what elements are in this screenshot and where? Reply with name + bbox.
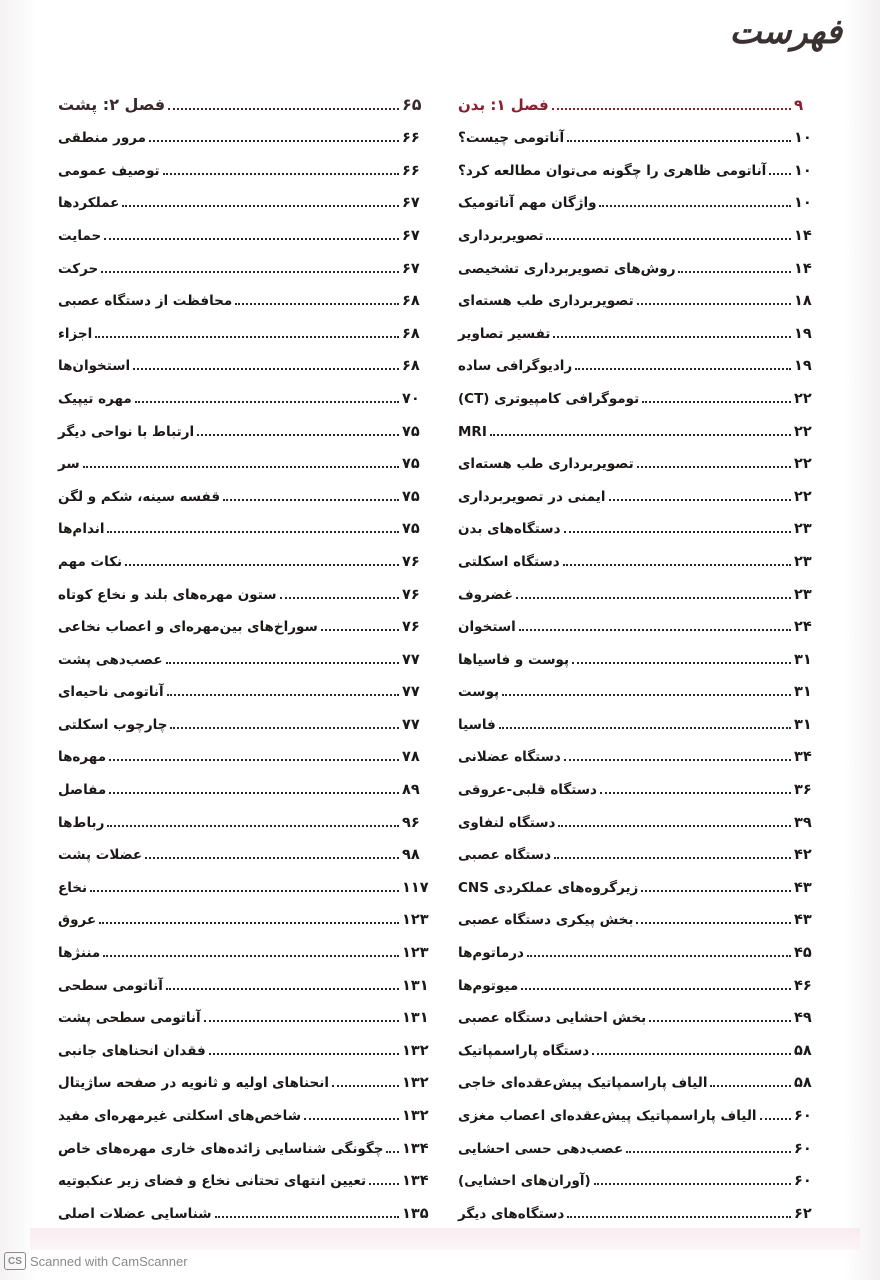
toc-entry-title: تعیین انتهای تحتانی نخاع و فضای زیر عنکبوتیه bbox=[58, 1173, 367, 1190]
dot-leader bbox=[197, 434, 399, 436]
toc-entry-title: سر bbox=[58, 456, 80, 473]
toc-entry-page: ۱۱۷ bbox=[402, 879, 429, 896]
toc-entry-page: ۶۸ bbox=[402, 358, 420, 375]
toc-chapter-heading bbox=[458, 84, 824, 117]
toc-entry bbox=[58, 247, 432, 280]
toc-entry-title: عضلات پشت bbox=[58, 847, 143, 864]
dot-leader bbox=[592, 1053, 791, 1055]
toc-entry-title: استخوان bbox=[458, 619, 516, 636]
toc-entry-title: عروق bbox=[58, 912, 97, 929]
toc-entry-page: ۷۶ bbox=[402, 553, 420, 570]
dot-leader bbox=[563, 564, 791, 566]
toc-entry-title: مننژها bbox=[58, 945, 101, 962]
toc-entry-title: سوراخ‌های بین‌مهره‌ای و اعصاب نخاعی bbox=[58, 619, 318, 636]
dot-leader bbox=[599, 205, 791, 207]
toc-entry-page: ۲۲ bbox=[794, 423, 812, 440]
toc-entry bbox=[458, 1029, 824, 1062]
toc-entry bbox=[58, 671, 432, 704]
toc-entry-page: ۴۶ bbox=[794, 977, 812, 994]
toc-entry-title: فقدان انحناهای جانبی bbox=[58, 1042, 206, 1059]
toc-entry-title: نکات مهم bbox=[58, 553, 123, 570]
toc-entry-page: ۶۶ bbox=[402, 162, 420, 179]
toc-entry-page: ۱۳۵ bbox=[402, 1205, 429, 1222]
toc-entry-title: چگونگی شناسایی زائده‌های خاری مهره‌های خاص bbox=[58, 1140, 384, 1157]
dot-leader bbox=[369, 1183, 399, 1185]
toc-entry-page: ۶۰ bbox=[794, 1108, 812, 1124]
toc-entry-title: نخاع bbox=[58, 879, 88, 896]
toc-entry-title: پوست bbox=[458, 684, 500, 701]
toc-entry-title: آناتومی سطحی پشت bbox=[58, 1010, 201, 1027]
dot-leader bbox=[103, 955, 399, 957]
dot-leader bbox=[519, 629, 791, 631]
toc-entry-page: ۲۳ bbox=[794, 553, 812, 570]
dot-leader bbox=[215, 1216, 399, 1218]
dot-leader bbox=[626, 1151, 791, 1153]
toc-entry-page: ۱۸ bbox=[794, 293, 812, 310]
toc-entry-title: پوست و فاسیاها bbox=[458, 651, 570, 668]
toc-entry bbox=[58, 964, 432, 997]
toc-entry-title: آناتومی ظاهری را چگونه می‌توان مطالعه کرد؟ bbox=[458, 162, 767, 179]
toc-entry-title: بخش پیکری دستگاه عصبی bbox=[458, 912, 634, 929]
toc-entry bbox=[458, 410, 824, 443]
dot-leader bbox=[99, 922, 399, 924]
dot-leader bbox=[554, 857, 791, 859]
dot-leader bbox=[235, 303, 399, 305]
toc-entry-title: ارتباط با نواحی دیگر bbox=[58, 423, 195, 440]
dot-leader bbox=[567, 1216, 791, 1218]
toc-entry bbox=[58, 345, 432, 378]
toc-entry bbox=[58, 540, 432, 573]
toc-entry-page: ۷۷ bbox=[402, 651, 420, 668]
toc-entry-title: استخوان‌ها bbox=[58, 358, 131, 375]
toc-entry-page: ۱۲۳ bbox=[402, 912, 429, 929]
toc-entry bbox=[458, 931, 824, 964]
toc-entry-page: ۶۵ bbox=[402, 94, 422, 114]
toc-entry-title: عصب‌دهی حسی احشایی bbox=[458, 1140, 624, 1157]
toc-entry-title: مفاصل bbox=[58, 782, 107, 799]
dot-leader bbox=[304, 1118, 399, 1120]
dot-leader bbox=[104, 238, 399, 240]
toc-entry bbox=[58, 410, 432, 443]
dot-leader bbox=[209, 1053, 399, 1055]
dot-leader bbox=[122, 205, 399, 207]
toc-entry-title: فصل ۱: بدن bbox=[458, 95, 549, 114]
toc-entry bbox=[58, 801, 432, 834]
dot-leader bbox=[386, 1151, 399, 1153]
bottom-decorative-band bbox=[30, 1228, 860, 1250]
toc-entry-title: ایمنی در تصویربرداری bbox=[458, 488, 606, 505]
dot-leader bbox=[641, 890, 791, 892]
toc-entry-page: ۱۲۳ bbox=[402, 945, 429, 962]
dot-leader bbox=[280, 597, 399, 599]
toc-entry-title: رادیوگرافی ساده bbox=[458, 358, 573, 375]
toc-entry bbox=[458, 247, 824, 280]
toc-entry-title: شناسایی عضلات اصلی bbox=[58, 1205, 212, 1222]
toc-entry bbox=[58, 866, 432, 899]
dot-leader bbox=[760, 1118, 791, 1120]
toc-entry-title: دستگاه عصبی bbox=[458, 847, 551, 864]
toc-entry bbox=[458, 377, 824, 410]
toc-column-right bbox=[458, 84, 824, 1225]
toc-entry-page: ۱۰ bbox=[794, 162, 812, 179]
toc-entry-page: ۹ bbox=[794, 95, 804, 114]
toc-entry bbox=[58, 606, 432, 639]
dot-leader bbox=[223, 499, 399, 501]
toc-entry-page: ۱۳۱ bbox=[402, 977, 429, 994]
toc-entry bbox=[458, 540, 824, 573]
dot-leader bbox=[678, 271, 791, 273]
toc-entry-page: ۲۲ bbox=[794, 488, 812, 505]
toc-entry-title: توموگرافی کامپیوتری (CT) bbox=[458, 390, 640, 407]
toc-entry-page: ۳۴ bbox=[794, 749, 812, 766]
dot-leader bbox=[109, 759, 399, 761]
dot-leader bbox=[109, 792, 399, 794]
toc-entry-page: ۱۴ bbox=[794, 227, 812, 244]
toc-entry bbox=[58, 475, 432, 508]
toc-entry-title: فصل ۲: پشت bbox=[58, 94, 166, 114]
toc-entry-title: چارچوب اسکلتی bbox=[58, 716, 168, 733]
toc-entry-page: ۲۳ bbox=[794, 586, 812, 603]
dot-leader bbox=[107, 825, 399, 827]
dot-leader bbox=[642, 401, 791, 403]
dot-leader bbox=[553, 336, 791, 338]
toc-entry-page: ۷۶ bbox=[402, 619, 420, 636]
toc-entry-title: حرکت bbox=[58, 260, 99, 277]
toc-entry bbox=[458, 1094, 824, 1127]
toc-entry-title: تصویربرداری طب هسته‌ای bbox=[458, 456, 634, 473]
toc-entry-page: ۶۲ bbox=[794, 1205, 812, 1222]
toc-entry-title: الیاف پاراسمپاتیک پیش‌عقده‌ای اعصاب مغزی bbox=[458, 1108, 757, 1124]
toc-entry-title: مهره تیپیک bbox=[58, 390, 132, 407]
toc-entry-page: ۹۸ bbox=[402, 847, 420, 864]
dot-leader bbox=[558, 825, 791, 827]
toc-entry-page: ۱۹ bbox=[794, 358, 812, 375]
toc-entry-page: ۶۸ bbox=[402, 325, 420, 342]
dot-leader bbox=[594, 1183, 791, 1185]
dot-leader bbox=[166, 988, 399, 990]
toc-entry bbox=[58, 443, 432, 476]
toc-entry-title: رباط‌ها bbox=[58, 814, 105, 831]
toc-entry-title: انحناهای اولیه و ثانویه در صفحه ساژیتال bbox=[58, 1075, 329, 1092]
toc-entry-page: ۷۰ bbox=[402, 390, 420, 407]
dot-leader bbox=[107, 531, 399, 533]
toc-entry bbox=[58, 931, 432, 964]
toc-entry-page: ۵۸ bbox=[794, 1075, 812, 1092]
dot-leader bbox=[83, 466, 399, 468]
dot-leader bbox=[204, 1020, 399, 1022]
toc-entry-title: تصویربرداری bbox=[458, 227, 544, 244]
toc-entry bbox=[58, 1160, 432, 1193]
toc-entry bbox=[58, 997, 432, 1030]
camscanner-logo-icon: CS bbox=[4, 1252, 26, 1270]
toc-entry-title: الیاف پاراسمپاتیک پیش‌عقده‌ای خاجی bbox=[458, 1075, 708, 1092]
toc-entry-title: زیرگروه‌های عملکردی CNS bbox=[458, 879, 639, 896]
dot-leader bbox=[90, 890, 399, 892]
toc-entry-title: اجزاء bbox=[58, 325, 93, 342]
dot-leader bbox=[564, 531, 792, 533]
toc-entry-page: ۷۵ bbox=[402, 456, 420, 473]
dot-leader bbox=[575, 368, 791, 370]
toc-entry-title: دستگاه‌های دیگر bbox=[458, 1205, 565, 1222]
toc-entry-page: ۷۷ bbox=[402, 684, 420, 701]
toc-entry bbox=[58, 899, 432, 932]
toc-entry-page: ۱۳۲ bbox=[402, 1108, 429, 1124]
toc-entry-page: ۵۸ bbox=[794, 1042, 812, 1059]
dot-leader bbox=[527, 955, 791, 957]
toc-entry bbox=[458, 443, 824, 476]
toc-entry bbox=[458, 606, 824, 639]
toc-entry bbox=[458, 1160, 824, 1193]
toc-entry-title: واژگان مهم آناتومیک bbox=[458, 195, 597, 212]
page-title: فهرست bbox=[729, 12, 842, 52]
toc-entry-title: مرور منطقی bbox=[58, 130, 147, 147]
toc-entry bbox=[58, 182, 432, 215]
toc-entry bbox=[458, 1062, 824, 1095]
toc-entry bbox=[58, 768, 432, 801]
toc-entry-page: ۳۱ bbox=[794, 716, 812, 733]
toc-entry bbox=[458, 1127, 824, 1160]
toc-entry-page: ۲۳ bbox=[794, 521, 812, 538]
toc-entry bbox=[458, 801, 824, 834]
toc-entry bbox=[58, 377, 432, 410]
dot-leader bbox=[600, 792, 791, 794]
toc-entry-title: غضروف bbox=[458, 586, 513, 603]
toc-entry-title: دستگاه قلبی-عروقی bbox=[458, 782, 597, 799]
toc-entry-page: ۳۶ bbox=[794, 782, 812, 799]
toc-entry-page: ۶۸ bbox=[402, 293, 420, 310]
dot-leader bbox=[564, 759, 791, 761]
toc-entry-title: دستگاه‌های بدن bbox=[458, 521, 561, 538]
toc-entry-page: ۷۵ bbox=[402, 488, 420, 505]
toc-entry bbox=[458, 638, 824, 671]
toc-entry-page: ۷۵ bbox=[402, 423, 420, 440]
dot-leader bbox=[649, 1020, 791, 1022]
dot-leader bbox=[516, 597, 791, 599]
toc-entry-title: آناتومی چیست؟ bbox=[458, 130, 565, 147]
toc-entry-page: ۳۱ bbox=[794, 684, 812, 701]
dot-leader bbox=[170, 727, 399, 729]
toc-entry-title: دستگاه اسکلتی bbox=[458, 553, 560, 570]
toc-entry bbox=[458, 312, 824, 345]
toc-entry-title: فاسیا bbox=[458, 716, 496, 733]
toc-entry bbox=[58, 312, 432, 345]
dot-leader bbox=[149, 140, 399, 142]
toc-entry bbox=[458, 899, 824, 932]
toc-entry bbox=[58, 1127, 432, 1160]
dot-leader bbox=[546, 238, 791, 240]
toc-entry bbox=[58, 736, 432, 769]
toc-entry-title: آناتومی ناحیه‌ای bbox=[58, 684, 164, 701]
toc-entry-title: محافظت از دستگاه عصبی bbox=[58, 293, 233, 310]
dot-leader bbox=[710, 1085, 791, 1087]
dot-leader bbox=[332, 1085, 399, 1087]
toc-entry bbox=[458, 214, 824, 247]
toc-entry bbox=[58, 1062, 432, 1095]
toc-entry bbox=[58, 508, 432, 541]
toc-entry-page: ۶۷ bbox=[402, 260, 420, 277]
toc-entry-page: ۳۹ bbox=[794, 814, 812, 831]
toc-entry bbox=[458, 345, 824, 378]
dot-leader bbox=[637, 303, 791, 305]
toc-entry-title: دستگاه پاراسمپاتیک bbox=[458, 1042, 590, 1059]
dot-leader bbox=[167, 694, 399, 696]
dot-leader bbox=[166, 662, 399, 664]
toc-entry-page: ۴۵ bbox=[794, 945, 812, 962]
toc-entry-page: ۱۳۴ bbox=[402, 1140, 429, 1157]
dot-leader bbox=[499, 727, 791, 729]
toc-entry-title: عملکردها bbox=[58, 195, 120, 212]
dot-leader bbox=[168, 108, 399, 110]
dot-leader bbox=[521, 988, 791, 990]
dot-leader bbox=[609, 499, 792, 501]
toc-entry bbox=[458, 280, 824, 313]
toc-entry-page: ۷۷ bbox=[402, 716, 420, 733]
scanner-text: Scanned with CamScanner bbox=[30, 1253, 188, 1269]
toc-entry bbox=[58, 703, 432, 736]
dot-leader bbox=[490, 434, 791, 436]
toc-entry bbox=[458, 671, 824, 704]
toc-entry-page: ۶۷ bbox=[402, 195, 420, 212]
toc-entry-page: ۲۲ bbox=[794, 390, 812, 407]
toc-entry-title: عصب‌دهی پشت bbox=[58, 651, 163, 668]
toc-entry-page: ۶۷ bbox=[402, 227, 420, 244]
toc-entry-title: درماتوم‌ها bbox=[458, 945, 524, 962]
dot-leader bbox=[101, 271, 399, 273]
toc-entry-title: میوتوم‌ها bbox=[458, 977, 519, 994]
toc-entry bbox=[458, 475, 824, 508]
toc-entry-page: ۴۹ bbox=[794, 1010, 812, 1027]
toc-entry-title: شاخص‌های اسکلتی غیرمهره‌ای مفید bbox=[58, 1108, 301, 1124]
toc-entry bbox=[458, 182, 824, 215]
dot-leader bbox=[145, 857, 399, 859]
toc-entry-title: قفسه سینه، شکم و لگن bbox=[58, 488, 221, 505]
toc-entry bbox=[458, 117, 824, 150]
dot-leader bbox=[572, 662, 791, 664]
toc-entry bbox=[58, 117, 432, 150]
toc-column-left bbox=[58, 84, 432, 1225]
toc-entry bbox=[458, 834, 824, 867]
dot-leader bbox=[636, 922, 791, 924]
toc-entry bbox=[58, 1192, 432, 1225]
toc-entry-page: ۸۹ bbox=[402, 782, 420, 799]
dot-leader bbox=[502, 694, 791, 696]
toc-entry-page: ۱۳۴ bbox=[402, 1173, 429, 1190]
toc-entry-title: ستون مهره‌های بلند و نخاع کوتاه bbox=[58, 586, 277, 603]
toc-entry bbox=[458, 573, 824, 606]
dot-leader bbox=[321, 629, 399, 631]
toc-entry bbox=[458, 768, 824, 801]
toc-entry bbox=[458, 964, 824, 997]
toc-entry-title: حمایت bbox=[58, 227, 102, 244]
toc-entry-page: ۷۵ bbox=[402, 521, 420, 538]
toc-chapter-heading bbox=[58, 84, 432, 117]
dot-leader bbox=[95, 336, 399, 338]
toc-entry-page: ۴۳ bbox=[794, 912, 812, 929]
toc-entry bbox=[458, 149, 824, 182]
dot-leader bbox=[125, 564, 399, 566]
toc-entry-title: تصویربرداری طب هسته‌ای bbox=[458, 293, 634, 310]
toc-entry-page: ۴۳ bbox=[794, 879, 812, 896]
toc-entry bbox=[458, 1192, 824, 1225]
toc-entry-page: ۹۶ bbox=[402, 814, 420, 831]
toc-entry bbox=[58, 149, 432, 182]
toc-entry bbox=[58, 638, 432, 671]
toc-entry-page: ۱۹ bbox=[794, 325, 812, 342]
toc-entry-title: MRI bbox=[458, 423, 487, 440]
toc-entry bbox=[458, 736, 824, 769]
toc-entry-title: اندام‌ها bbox=[58, 521, 105, 538]
toc-entry-title: بخش احشایی دستگاه عصبی bbox=[458, 1010, 647, 1027]
toc-entry-page: ۶۰ bbox=[794, 1173, 812, 1190]
toc-entry-page: ۶۶ bbox=[402, 130, 420, 147]
toc-entry-title: روش‌های تصویربرداری تشخیصی bbox=[458, 260, 676, 277]
toc-entry bbox=[458, 508, 824, 541]
dot-leader bbox=[769, 173, 791, 175]
toc-entry-title: مهره‌ها bbox=[58, 749, 107, 766]
toc-entry bbox=[58, 280, 432, 313]
dot-leader bbox=[637, 466, 791, 468]
toc-entry-title: دستگاه عضلانی bbox=[458, 749, 561, 766]
toc-entry bbox=[458, 866, 824, 899]
toc-entry-page: ۱۳۲ bbox=[402, 1075, 429, 1092]
toc-entry-page: ۳۱ bbox=[794, 651, 812, 668]
dot-leader bbox=[163, 173, 399, 175]
toc-entry-title: (آوران‌های احشایی) bbox=[458, 1173, 591, 1190]
toc-entry-page: ۲۴ bbox=[794, 619, 812, 636]
toc-entry bbox=[458, 703, 824, 736]
toc-entry-page: ۲۲ bbox=[794, 456, 812, 473]
dot-leader bbox=[133, 368, 399, 370]
toc-entry-page: ۶۰ bbox=[794, 1140, 812, 1157]
toc-entry-page: ۱۰ bbox=[794, 195, 812, 212]
toc-entry bbox=[58, 834, 432, 867]
toc-entry-page: ۱۳۱ bbox=[402, 1010, 429, 1027]
toc-entry bbox=[58, 214, 432, 247]
toc-entry-page: ۷۸ bbox=[402, 749, 420, 766]
toc-entry-title: تفسیر تصاویر bbox=[458, 325, 551, 342]
toc-entry-title: دستگاه لنفاوی bbox=[458, 814, 556, 831]
dot-leader bbox=[567, 140, 791, 142]
toc-entry-page: ۴۲ bbox=[794, 847, 812, 864]
toc-entry-page: ۱۰ bbox=[794, 130, 812, 147]
toc-entry-title: آناتومی سطحی bbox=[58, 977, 163, 994]
toc-entry bbox=[58, 573, 432, 606]
toc-entry-title: توصیف عمومی bbox=[58, 162, 160, 179]
toc-entry bbox=[58, 1029, 432, 1062]
dot-leader bbox=[135, 401, 399, 403]
scanner-watermark bbox=[4, 1252, 188, 1270]
toc-entry-page: ۱۴ bbox=[794, 260, 812, 277]
dot-leader bbox=[552, 108, 791, 110]
toc-entry-page: ۷۶ bbox=[402, 586, 420, 603]
toc-entry-page: ۱۳۲ bbox=[402, 1042, 429, 1059]
toc-entry bbox=[58, 1094, 432, 1127]
toc-entry bbox=[458, 997, 824, 1030]
